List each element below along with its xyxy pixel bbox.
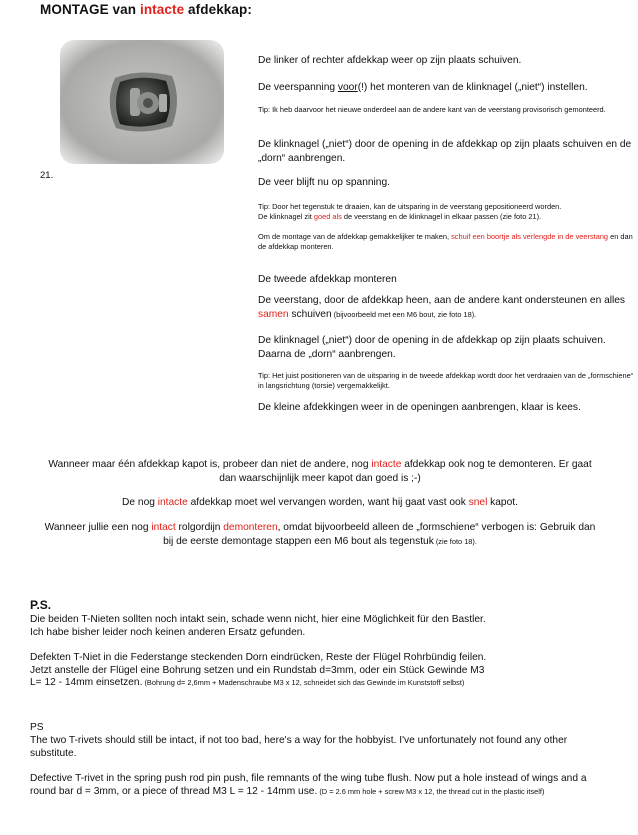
title-highlight: intacte <box>139 2 185 17</box>
tip-3: Om de montage van de afdekkap gemakkelijker te maken, schuif een boortje als verlengde in de veerstang en dan de afdekkap monteren. <box>258 232 633 252</box>
ps-de-paragraph-1: Die beiden T-Nieten sollten noch intakt sein, schade wenn nicht, hier eine Möglichkeit für den Bastler. Ich habe bisher leider noch keinen anderen Ersatz gefunden. <box>30 614 486 638</box>
step-2-underlined: voor <box>337 82 358 93</box>
tip-1: Tip: Ik heb daarvoor het nieuwe onderdeel aan de andere kant van de veerstang provisorisch gemonteerd. <box>258 105 606 114</box>
step-7: De klinknagel („niet“) door de opening in de afdekkap op zijn plaats schuiven. Daarna de „dorn“ aanbrengen. <box>258 335 606 361</box>
ps-en-title: PS <box>30 722 44 733</box>
step-3: De klinknagel („niet“) door de opening in de afdekkap op zijn plaats schuiven en de „dorn“ aanbrengen. <box>258 139 632 165</box>
step-8: De kleine afdekkingen weer in de openingen aanbrengen, klaar is kees. <box>258 402 581 413</box>
photo-number: 21. <box>40 170 54 181</box>
step-5: De tweede afdekkap monteren <box>258 274 397 285</box>
ps-de-title: P.S. <box>30 598 52 612</box>
step-4: De veer blijft nu op spanning. <box>258 177 390 188</box>
tip-4: Tip: Het juist positioneren van de uitsparing in de tweede afdekkap wordt door het verdraaien van de „formschiene“ in langsrichtung (torsie) vergemakkelijkt. <box>258 371 634 391</box>
ps-de-paragraph-2: Defekten T-Niet in die Federstange steckenden Dorn eindrücken, Reste der Flügel Rohrbündig feilen. Jetzt anstelle der Flügel eine Bohrung setzen und ein Rundstab d=3mm, oder ein Stück Gewinde M3 L= 12 - 14mm einsetzen. (Bohrung d= 2,6mm + Madenschraube M3 x 12, schneidet sich das Gewinde im Kunststoff selbst) <box>30 652 487 689</box>
step-2: De veerspanning voor(!) het monteren van de klinknagel („niet“) instellen. <box>258 82 588 93</box>
warning-1: Wanneer maar één afdekkap kapot is, probeer dan niet de andere, nog intacte afdekkap ook nog te demonteren. Er gaat dan waarschijnlijk meer kapot dan goed is ;-) <box>48 459 592 484</box>
warning-2: De nog intacte afdekkap moet wel vervangen worden, want hij gaat vast ook snel kapot. <box>122 497 518 508</box>
page-title: MONTAGE van intacte afdekkap: <box>40 2 252 17</box>
warning-3: Wanneer jullie een nog intact rolgordijn demonteren, omdat bijvoorbeeld alleen de „formschiene“ verbogen is: Gebruik dan bij de eerste demontage stappen een M6 bout als tegenstuk (zie foto 18). <box>44 522 596 547</box>
step-1: De linker of rechter afdekkap weer op zijn plaats schuiven. <box>258 55 522 66</box>
ps-en-paragraph-2: Defective T-rivet in the spring push rod pin push, file remnants of the wing tube flush. Now put a hole instead of wings and a round bar d = 3mm, or a piece of thread M3 L = 12 - 14mm use. (D = 2.6 mm hole + screw M3 x 12, the thread cut in the plastic itself) <box>30 773 587 797</box>
ps-en-paragraph-1: The two T-rivets should still be intact, if not too bad, here's a way for the hobbyist. I've unfortunately not found any other substitute. <box>30 735 568 759</box>
photo-rivet-closeup <box>60 40 224 164</box>
step-6: De veerstang, door de afdekkap heen, aan de andere kant ondersteunen en alles samen schuiven (bijvoorbeeld met een M6 bout, zie foto 18). <box>258 295 626 321</box>
tip-2: Tip: Door het tegenstuk te draaien, kan de uitsparing in de veerstang gepositioneerd worden. De klinknagel zit goed als de veerstang en de klinknagel in elkaar passen (zie foto 21). <box>258 202 562 222</box>
